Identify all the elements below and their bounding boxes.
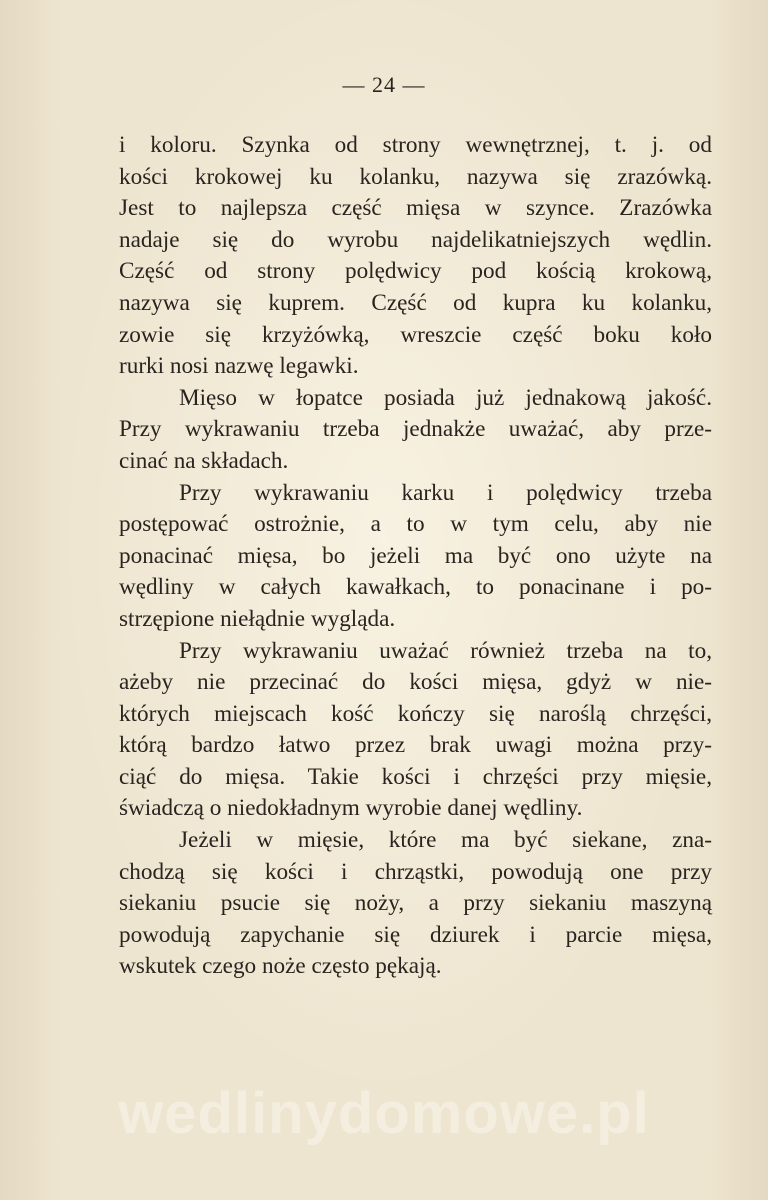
text-line: wędliny w całych kawałkach, to ponacinane i po- xyxy=(119,574,712,601)
text-line: ażeby nie przecinać do kości mięsa, gdyż w nie- xyxy=(119,669,712,696)
text-line: kości krokowej ku kolanku, nazywa się zrazówką. xyxy=(119,163,712,190)
text-line: powodują zapychanie się dziurek i parcie mięsa, xyxy=(119,921,712,948)
text-line: którą bardzo łatwo przez brak uwagi można przy- xyxy=(119,732,712,759)
text-line: wskutek czego noże często pękają. xyxy=(119,953,442,980)
text-line: chodzą się kości i chrząstki, powodują one przy xyxy=(119,858,712,885)
text-line: nadaje się do wyrobu najdelikatniejszych wędlin. xyxy=(119,226,712,253)
text-line: i koloru. Szynka od strony wewnętrznej, t. j. od xyxy=(119,132,712,158)
text-line: Przy wykrawaniu trzeba jednakże uważać, aby prze- xyxy=(119,416,712,443)
page-number: — 24 — xyxy=(342,72,426,97)
body-text xyxy=(119,130,712,983)
text-line: ciąć do mięsa. Takie kości i chrzęści przy mięsie, xyxy=(119,763,712,790)
text-line: ponacinać mięsa, bo jeżeli ma być ono użyte na xyxy=(119,542,712,569)
text-line: nazywa się kuprem. Część od kupra ku kolanku, xyxy=(119,289,712,316)
text-line: których miejscach kość kończy się naroślą chrzęści, xyxy=(119,700,712,727)
text-line: świadczą o niedokładnym wyrobie danej wędliny. xyxy=(119,795,583,822)
text-line: rurki nosi nazwę legawki. xyxy=(119,353,359,380)
text-line: postępować ostrożnie, a to w tym celu, aby nie xyxy=(119,511,712,538)
paragraph-start-line: Mięso w łopatce posiada już jednakową jakość. xyxy=(179,384,712,411)
paragraph-start-line: Przy wykrawaniu karku i polędwicy trzeba xyxy=(179,479,712,506)
paragraph-start-line: Jeżeli w mięsie, które ma być siekane, zna- xyxy=(179,827,712,854)
watermark: wedlinydomowe.pl xyxy=(118,1081,650,1146)
text-line: siekaniu psucie się noży, a przy siekaniu maszyną xyxy=(119,890,712,917)
text-line: Jest to najlepsza część mięsa w szynce. Zrazówka xyxy=(119,195,712,222)
text-line: zowie się krzyżówką, wreszcie część boku koło xyxy=(119,321,712,348)
text-line: strzępione niełądnie wygląda. xyxy=(119,605,396,632)
text-line: cinać na składach. xyxy=(119,447,289,474)
text-line: Część od strony polędwicy pod kością krokową, xyxy=(119,258,712,285)
paragraph-start-line: Przy wykrawaniu uważać również trzeba na to, xyxy=(179,637,712,664)
